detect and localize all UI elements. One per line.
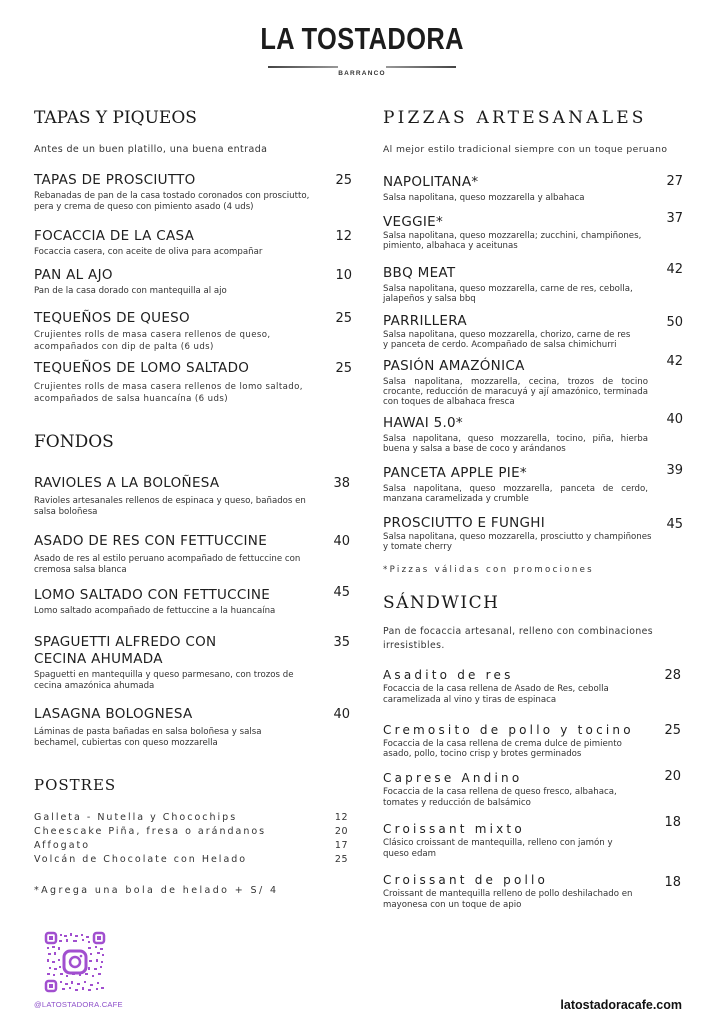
- item-description: Pan de la casa dorado con mantequilla al ajo: [34, 286, 227, 296]
- item-name: VEGGIE*: [383, 214, 444, 230]
- menu-item: [34, 475, 350, 518]
- item-name: LOMO SALTADO CON FETTUCCINE: [34, 587, 271, 603]
- item-description: Ravioles artesanales rellenos de espinaca y queso, bañados en salsa boloñesa: [34, 496, 306, 517]
- section-title-tapas: TAPAS Y PIQUEOS: [34, 108, 197, 128]
- dessert-item: [34, 852, 348, 867]
- item-description: Salsa napolitana, queso mozzarella, panceta de cerdo, manzana caramelizada y crumble: [383, 484, 648, 504]
- item-name: Croissant de pollo: [383, 873, 549, 887]
- item-price: 20: [664, 769, 681, 784]
- menu-item: [383, 262, 683, 304]
- section-title-sandwich: SÁNDWICH: [383, 593, 500, 613]
- item-name: Galleta - Nutella y Chocochips: [34, 812, 238, 823]
- item-name: Volcán de Chocolate con Helado: [34, 854, 248, 865]
- item-description: Salsa napolitana, queso mozzarella y albahaca: [383, 193, 585, 203]
- item-price: 18: [664, 815, 681, 830]
- section-subtitle-sandwich: Pan de focaccia artesanal, relleno con combinaciones irresistibles.: [383, 626, 654, 651]
- menu-item: [34, 360, 352, 405]
- menu-item: [34, 228, 352, 258]
- item-price: 28: [664, 668, 681, 683]
- item-description: Focaccia casera, con aceite de oliva para acompañar: [34, 247, 263, 257]
- menu-item: [383, 465, 683, 504]
- menu-item: [34, 706, 350, 749]
- menu-item: [34, 634, 350, 692]
- item-description: Salsa napolitana, queso mozzarella; zucchini, champiñones, pimiento, albahaca y aceitunas: [383, 231, 642, 251]
- item-price: 25: [335, 361, 352, 376]
- item-price: 38: [333, 476, 350, 491]
- item-name: PASIÓN AMAZÓNICA: [383, 358, 525, 374]
- item-name: Cheescake Piña, fresa o arándanos: [34, 826, 267, 837]
- item-description: Salsa napolitana, queso mozzarella, prosciutto y champiñones y tomate cherry: [383, 532, 652, 552]
- item-description: Croissant de mantequilla relleno de pollo deshilachado en mayonesa con un toque de apio: [383, 889, 633, 910]
- item-description: Asado de res al estilo peruano acompañado de fettuccine con cremosa salsa blanca: [34, 554, 301, 575]
- website-link[interactable]: latostadoracafe.com: [560, 998, 682, 1012]
- divider: [268, 66, 338, 68]
- item-price: 45: [333, 585, 350, 600]
- menu-item: [383, 211, 683, 251]
- item-name: SPAGUETTI ALFREDO CON: [34, 634, 217, 650]
- item-description: Salsa napolitana, queso mozzarella, chorizo, carne de res y panceta de cerdo. Acompañado de salsa chimichurri: [383, 330, 631, 350]
- menu-item: [383, 515, 683, 552]
- item-price: 50: [666, 315, 683, 330]
- item-price: 27: [666, 174, 683, 189]
- dessert-item: [34, 824, 348, 839]
- section-subtitle-pizzas: Al mejor estilo tradicional siempre con un toque peruano: [383, 144, 668, 155]
- brand-logo: [0, 21, 724, 77]
- item-description: Crujientes rolls de masa casera rellenos de queso, acompañados con dip de palta (6 uds): [34, 330, 271, 352]
- brand-location-bar: [268, 60, 456, 77]
- item-name: PROSCIUTTO E FUNGHI: [383, 515, 546, 531]
- menu-item: [383, 667, 681, 706]
- pizza-note: *Pizzas válidas con promociones: [383, 565, 594, 575]
- item-price: 18: [664, 875, 681, 890]
- item-name: Affogato: [34, 840, 91, 851]
- item-price: 25: [335, 311, 352, 326]
- section-title-fondos: FONDOS: [34, 432, 114, 452]
- menu-item: [34, 587, 350, 617]
- item-description: Clásico croissant de mantequilla, relleno con jamón y queso edam: [383, 838, 613, 859]
- item-name: FOCACCIA DE LA CASA: [34, 228, 195, 244]
- item-name-line2: CECINA AHUMADA: [34, 651, 163, 667]
- item-price: 42: [666, 354, 683, 369]
- item-price: 17: [334, 840, 348, 851]
- item-price: 25: [334, 854, 348, 865]
- item-price: 40: [666, 412, 683, 427]
- menu-item: [34, 310, 352, 353]
- divider: [386, 66, 456, 68]
- menu-item: [383, 412, 683, 454]
- instagram-handle[interactable]: @LATOSTADORA.CAFE: [34, 1000, 123, 1009]
- item-price: 12: [334, 812, 348, 823]
- item-description: Salsa napolitana, mozzarella, cecina, trozos de tocino crocante, reducción de maracuyá y ají amazónico, terminada con toques de albahaca fresca: [383, 377, 648, 407]
- menu-item: [383, 313, 683, 350]
- item-name: TAPAS DE PROSCIUTTO: [34, 172, 196, 188]
- item-name: TEQUEÑOS DE QUESO: [34, 310, 190, 326]
- item-price: 12: [335, 229, 352, 244]
- menu-item: [34, 533, 350, 576]
- item-description: Salsa napolitana, queso mozzarella, tocino, piña, hierba buena y salsa a base de coco y arándanos: [383, 434, 648, 454]
- dessert-item: [34, 838, 348, 853]
- item-name: PANCETA APPLE PIE*: [383, 465, 527, 481]
- item-name: LASAGNA BOLOGNESA: [34, 706, 193, 722]
- menu-item: [34, 267, 352, 297]
- item-price: 20: [334, 826, 348, 837]
- dessert-item: [34, 810, 348, 825]
- item-name: Caprese Andino: [383, 771, 523, 785]
- item-price: 25: [335, 173, 352, 188]
- item-price: 39: [666, 463, 683, 478]
- section-title-postres: POSTRES: [34, 776, 117, 794]
- dessert-note: *Agrega una bola de helado + S/ 4: [34, 885, 279, 896]
- item-price: 25: [664, 723, 681, 738]
- item-price: 40: [333, 707, 350, 722]
- item-name: PAN AL AJO: [34, 267, 113, 283]
- item-description: Lomo saltado acompañado de fettuccine a la huancaína: [34, 606, 276, 616]
- brand-name: LA TOSTADORA: [260, 21, 464, 56]
- menu-item: [34, 172, 352, 213]
- item-description: Salsa napolitana, queso mozzarella, carne de res, cebolla, jalapeños y salsa bbq: [383, 284, 633, 304]
- item-price: 35: [333, 635, 350, 650]
- item-price: 42: [666, 262, 683, 277]
- item-name: NAPOLITANA*: [383, 174, 479, 190]
- menu-item: [383, 770, 681, 809]
- item-description: Rebanadas de pan de la casa tostado coronados con prosciutto, pera y crema de queso con pimiento asado (4 uds): [34, 191, 310, 212]
- item-price: 45: [666, 517, 683, 532]
- menu-item: [383, 174, 683, 204]
- item-description: Láminas de pasta bañadas en salsa boloñesa y salsa bechamel, cubiertas con queso mozzarella: [34, 727, 262, 748]
- item-description: Focaccia de la casa rellena de crema dulce de pimiento asado, pollo, tocino crisp y brotes germinados: [383, 739, 622, 759]
- item-name: PARRILLERA: [383, 313, 467, 329]
- item-name: RAVIOLES A LA BOLOÑESA: [34, 475, 220, 491]
- item-price: 40: [333, 534, 350, 549]
- item-name: Croissant mixto: [383, 822, 525, 836]
- instagram-qr-code[interactable]: [44, 931, 106, 993]
- section-subtitle-tapas: Antes de un buen platillo, una buena entrada: [34, 144, 268, 155]
- item-description: Spaguetti en mantequilla y queso parmesano, con trozos de cecina amazónica ahumada: [34, 670, 294, 691]
- instagram-icon: [64, 951, 86, 973]
- menu-item: [383, 815, 681, 860]
- menu-item: [383, 354, 683, 407]
- menu-item: [383, 872, 681, 911]
- item-description: Focaccia de la casa rellena de queso fresco, albahaca, tomates y reducción de balsámico: [383, 787, 617, 808]
- brand-location: BARRANCO: [338, 70, 386, 77]
- item-name: ASADO DE RES CON FETTUCCINE: [34, 533, 268, 549]
- item-name: Asadito de res: [383, 668, 514, 682]
- menu-item: [383, 722, 681, 759]
- item-description: Crujientes rolls de masa casera rellenos de lomo saltado, acompañados de salsa huancaína (6 uds): [34, 382, 303, 404]
- item-price: 10: [335, 268, 352, 283]
- item-description: Focaccia de la casa rellena de Asado de Res, cebolla caramelizada al vino y tiras de espinaca: [383, 684, 609, 705]
- section-title-pizzas: PIZZAS ARTESANALES: [383, 108, 647, 128]
- item-price: 37: [666, 211, 683, 226]
- item-name: BBQ MEAT: [383, 265, 456, 281]
- item-name: Cremosito de pollo y tocino: [383, 723, 634, 737]
- item-name: TEQUEÑOS DE LOMO SALTADO: [34, 360, 250, 376]
- item-name: HAWAI 5.0*: [383, 415, 463, 431]
